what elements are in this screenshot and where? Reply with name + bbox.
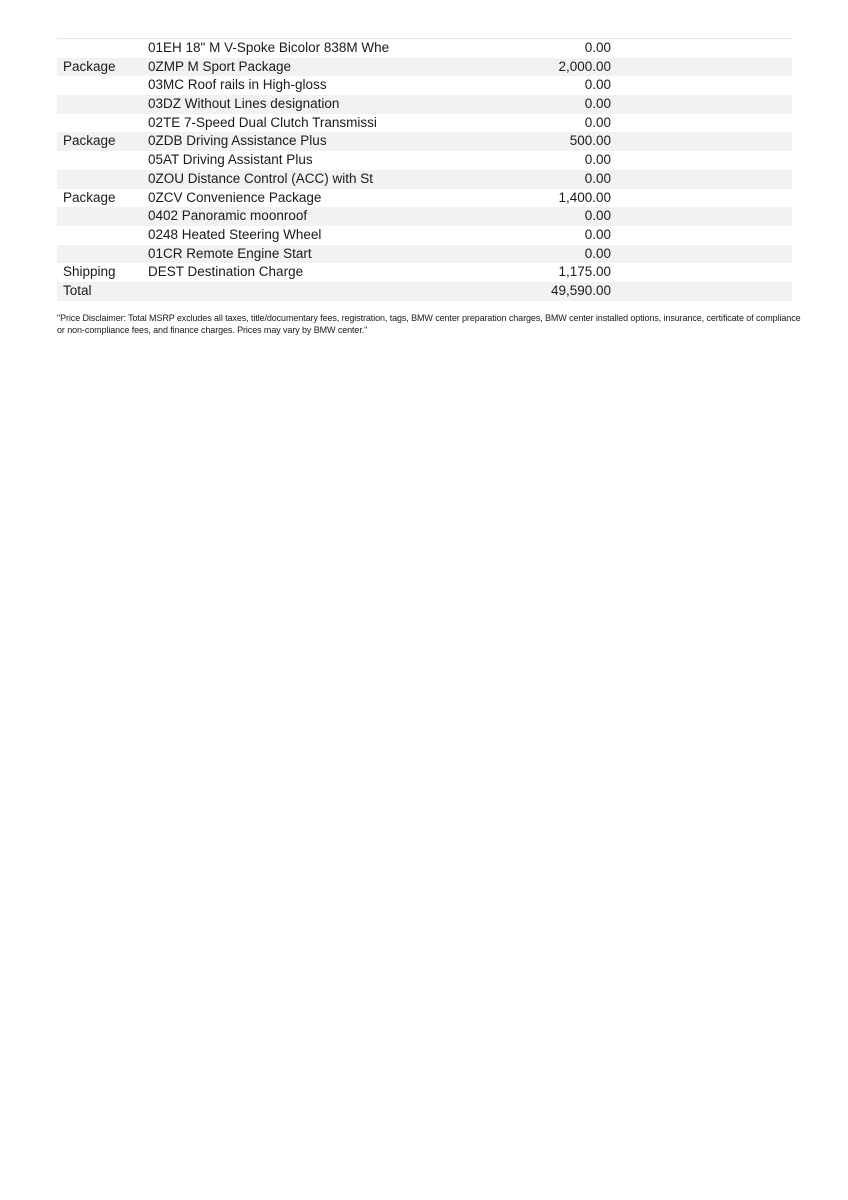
category-cell: Package (63, 133, 116, 149)
category-cell (57, 226, 148, 245)
item-cell: 01EH 18" M V-Spoke Bicolor 838M Whe (148, 40, 390, 55)
filler-cell (611, 207, 792, 226)
item-cell (148, 282, 478, 301)
price-cell: 0.00 (584, 152, 611, 168)
table-row total-row (57, 282, 792, 301)
category-cell (57, 151, 148, 170)
item-cell: 0ZMP M Sport Package (148, 58, 292, 74)
price-cell: 500.00 (569, 133, 611, 149)
category-cell (57, 170, 148, 189)
item-cell: 0248 Heated Steering Wheel (148, 226, 322, 242)
price-cell: 1,400.00 (558, 189, 611, 205)
table-row (57, 76, 792, 95)
category-cell: Package (63, 58, 116, 74)
item-cell: DEST Destination Charge (148, 264, 304, 280)
price-disclaimer: "Price Disclaimer: Total MSRP excludes all taxes, title/documentary fees, registration, tags, BMW center preparation charges, BMW center installed options, insurance, certificate of compliance or non-compliance fees, and finance charges. Prices may vary by BMW center." (57, 313, 801, 335)
table-row (57, 132, 792, 151)
price-cell: 0.00 (584, 96, 611, 112)
options-price-table (57, 38, 792, 301)
category-cell (57, 207, 148, 226)
price-cell: 0.00 (584, 114, 611, 130)
table-row (57, 245, 792, 264)
filler-cell (611, 226, 792, 245)
item-cell: 01CR Remote Engine Start (148, 245, 312, 261)
item-cell: 02TE 7-Speed Dual Clutch Transmissi (148, 114, 377, 130)
table-row (57, 58, 792, 77)
category-cell (57, 95, 148, 114)
price-cell: 0.00 (584, 170, 611, 186)
filler-cell (611, 189, 792, 208)
table-row (57, 95, 792, 114)
item-cell: 0ZOU Distance Control (ACC) with St (148, 170, 374, 186)
category-cell (57, 39, 148, 58)
item-cell: 0ZDB Driving Assistance Plus (148, 133, 327, 149)
filler-cell (611, 282, 792, 301)
filler-cell (611, 58, 792, 77)
item-cell: 03MC Roof rails in High-gloss (148, 77, 327, 93)
price-cell: 0.00 (584, 245, 611, 261)
filler-cell (611, 245, 792, 264)
table-row (57, 207, 792, 226)
filler-cell (611, 170, 792, 189)
category-cell (57, 245, 148, 264)
filler-cell (611, 95, 792, 114)
filler-cell (611, 132, 792, 151)
item-cell: 0ZCV Convenience Package (148, 189, 322, 205)
price-cell: 49,590.00 (550, 282, 611, 298)
filler-cell (611, 263, 792, 282)
table-row (57, 226, 792, 245)
table-row (57, 189, 792, 208)
price-cell: 0.00 (584, 226, 611, 242)
category-cell (57, 114, 148, 133)
price-cell: 0.00 (584, 77, 611, 93)
filler-cell (611, 114, 792, 133)
table-row (57, 39, 792, 58)
item-cell: 0402 Panoramic moonroof (148, 208, 308, 224)
table-row (57, 170, 792, 189)
filler-cell (611, 76, 792, 95)
price-cell: 1,175.00 (558, 264, 611, 280)
table-row (57, 151, 792, 170)
category-cell (57, 76, 148, 95)
table-row (57, 263, 792, 282)
category-cell: Total (63, 282, 92, 298)
filler-cell (611, 39, 792, 58)
price-cell: 0.00 (584, 208, 611, 224)
category-cell: Package (63, 189, 116, 205)
category-cell: Shipping (63, 264, 116, 280)
filler-cell (611, 151, 792, 170)
price-cell: 2,000.00 (558, 58, 611, 74)
table-row (57, 114, 792, 133)
item-cell: 03DZ Without Lines designation (148, 96, 340, 112)
price-cell: 0.00 (584, 40, 611, 55)
item-cell: 05AT Driving Assistant Plus (148, 152, 313, 168)
